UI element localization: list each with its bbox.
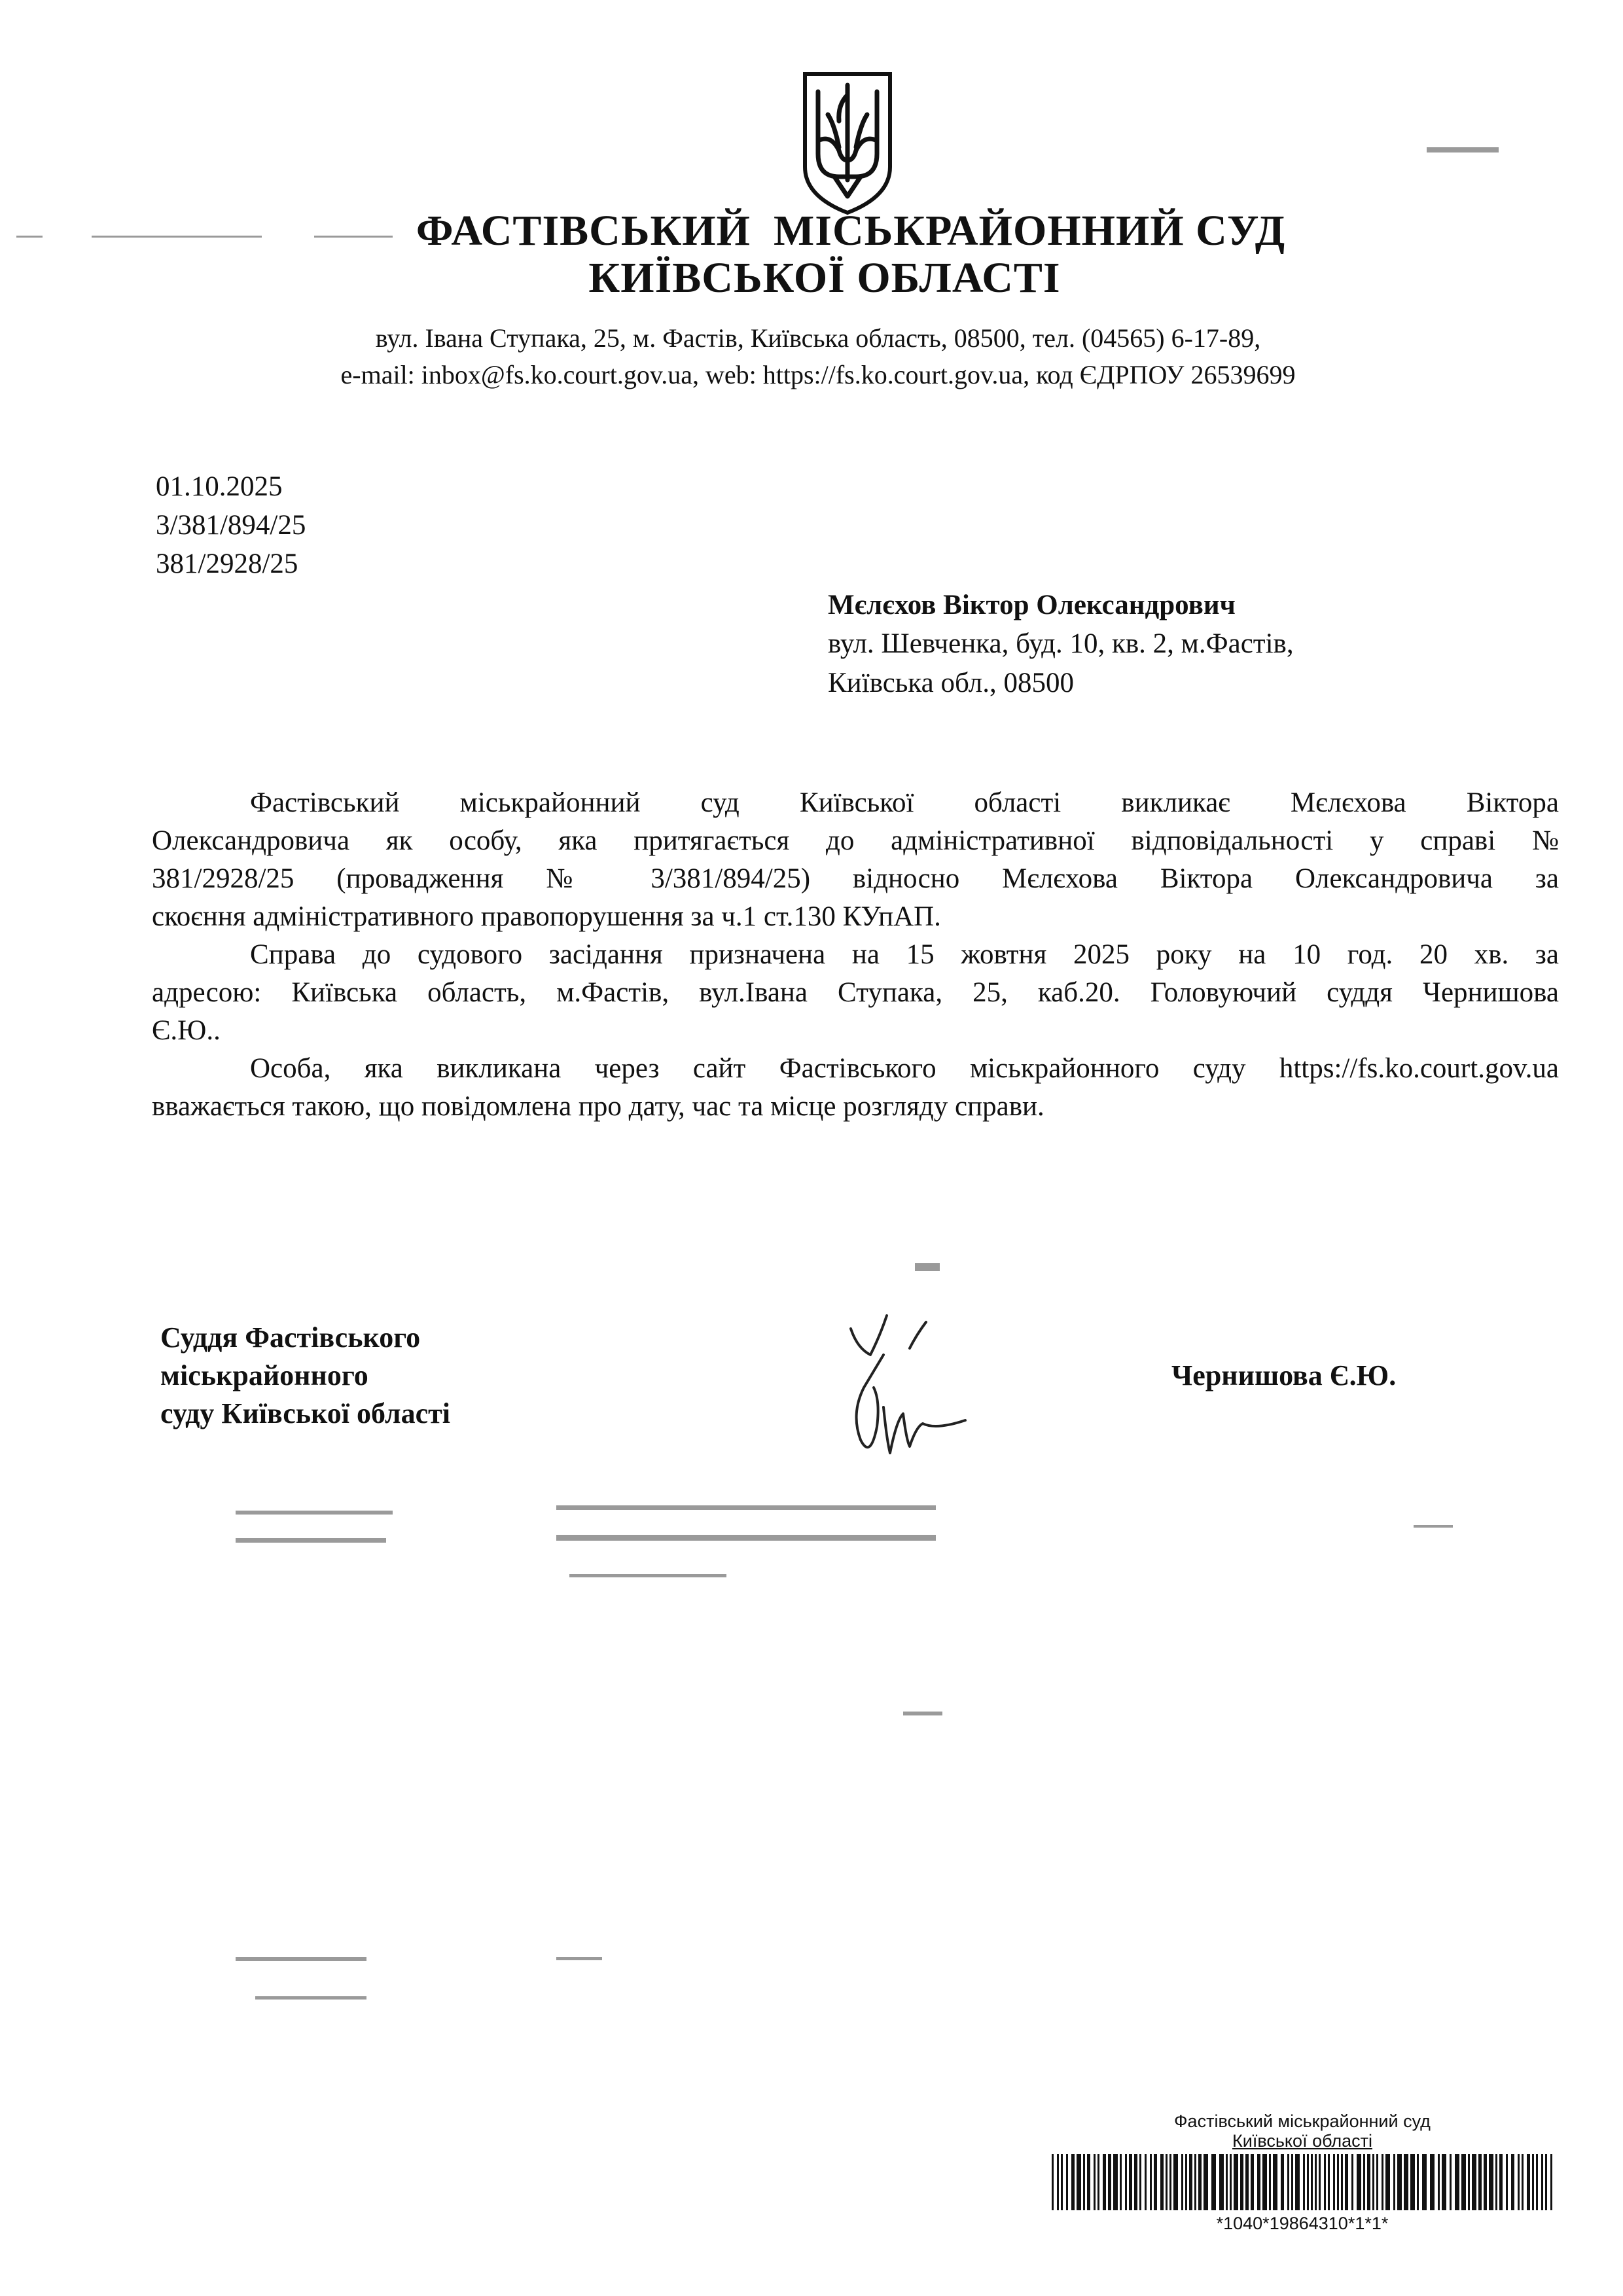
letter-date: 01.10.2025 [156, 471, 283, 502]
barcode-bar [1372, 2154, 1374, 2210]
barcode-bar [1532, 2154, 1534, 2210]
paragraph-line: Особа, яка викликана через сайт Фастівського міськрайонного суду https://fs.ko.court.gov.ua [250, 1053, 1559, 1084]
barcode-bar [1550, 2154, 1552, 2210]
barcode-bar [1333, 2154, 1335, 2210]
paragraph-line: вважається такою, що повідомлена про дату, час та місце розгляду справи. [152, 1091, 1044, 1122]
judge-title-line3: суду Київської області [160, 1397, 450, 1429]
barcode-bar [1134, 2154, 1137, 2210]
barcode-bar [1385, 2154, 1390, 2210]
scan-noise [314, 236, 393, 238]
case-number: 381/2928/25 [156, 548, 298, 579]
scan-noise [556, 1505, 936, 1510]
barcode [1050, 2154, 1554, 2210]
trident-coat-of-arms-icon [798, 69, 897, 216]
proceeding-number: 3/381/894/25 [156, 510, 306, 541]
barcode-bar [1083, 2154, 1085, 2210]
barcode-bar [1103, 2154, 1106, 2210]
barcode-bar [1468, 2154, 1470, 2210]
barcode-bar [1291, 2154, 1293, 2210]
barcode-bar [1472, 2154, 1476, 2210]
barcode-bar [1518, 2154, 1520, 2210]
barcode-bar [1404, 2154, 1408, 2210]
barcode-bar [1273, 2154, 1277, 2210]
barcode-bar [1166, 2154, 1168, 2210]
barcode-bar [1120, 2154, 1122, 2210]
barcode-bar [1154, 2154, 1157, 2210]
barcode-bar [1052, 2154, 1054, 2210]
barcode-bar [1234, 2154, 1238, 2210]
scan-noise [903, 1712, 942, 1715]
barcode-bar [1422, 2154, 1427, 2210]
barcode-bar [1113, 2154, 1118, 2210]
paragraph-line: адресою: Київська область, м.Фастів, вул.Івана Ступака, 25, каб.20. Головуючий суддя Чернишова [152, 977, 1559, 1008]
hearing-paragraph [152, 936, 1559, 1050]
barcode-bar [1410, 2154, 1415, 2210]
barcode-bar [1169, 2154, 1171, 2210]
barcode-bar [1351, 2154, 1353, 2210]
barcode-bar [1382, 2154, 1383, 2210]
barcode-bar [1393, 2154, 1395, 2210]
barcode-bar [1211, 2154, 1216, 2210]
barcode-bar [1307, 2154, 1309, 2210]
barcode-number: *1040*19864310*1*1* [1216, 2214, 1389, 2233]
judge-name: Чернишова Є.Ю. [1171, 1359, 1397, 1391]
addressee-region: Київська обл., 08500 [828, 668, 1074, 698]
barcode-bar [1363, 2154, 1365, 2210]
barcode-bar [1150, 2154, 1152, 2210]
notification-paragraph [152, 1050, 1559, 1126]
barcode-bar [1319, 2154, 1321, 2210]
barcode-bar [1450, 2154, 1452, 2210]
barcode-bar [1145, 2154, 1147, 2210]
barcode-bar [1311, 2154, 1313, 2210]
handwritten-signature [812, 1309, 1008, 1479]
barcode-bar [1527, 2154, 1530, 2210]
barcode-bar [1545, 2154, 1547, 2210]
addressee-street: вул. Шевченка, буд. 10, кв. 2, м.Фастів, [828, 628, 1294, 659]
barcode-bar [1108, 2154, 1111, 2210]
barcode-bar [1287, 2154, 1289, 2210]
barcode-bar [1097, 2154, 1099, 2210]
barcode-bar [1077, 2154, 1081, 2210]
barcode-bar [1522, 2154, 1524, 2210]
judge-title-line2: міськрайонного [160, 1359, 368, 1391]
barcode-bar [1357, 2154, 1361, 2210]
addressee-name: Мєлєхов Віктор Олександрович [828, 590, 1236, 620]
barcode-bar [1295, 2154, 1300, 2210]
summons-paragraph [152, 784, 1559, 936]
barcode-bar [1262, 2154, 1267, 2210]
barcode-bar [1328, 2154, 1330, 2210]
barcode-bar [1303, 2154, 1305, 2210]
barcode-bar [1541, 2154, 1543, 2210]
barcode-bar [1461, 2154, 1466, 2210]
barcode-bar [1071, 2154, 1075, 2210]
barcode-bar [1139, 2154, 1141, 2210]
barcode-bar [1337, 2154, 1339, 2210]
scan-noise [556, 1957, 602, 1960]
barcode-bar [1397, 2154, 1402, 2210]
barcode-bar [1345, 2154, 1348, 2210]
barcode-bar [1185, 2154, 1187, 2210]
barcode-bar [1417, 2154, 1419, 2210]
barcode-bar [1511, 2154, 1514, 2210]
barcode-bar [1125, 2154, 1127, 2210]
barcode-bar [1245, 2154, 1249, 2210]
barcode-bar [1430, 2154, 1435, 2210]
stamp-court-name: Фастівський міськрайонний суд [1174, 2111, 1431, 2131]
barcode-bar [1281, 2154, 1284, 2210]
barcode-bar [1204, 2154, 1208, 2210]
scan-noise [556, 1535, 936, 1541]
scan-noise [92, 236, 262, 238]
barcode-bar [1315, 2154, 1317, 2210]
barcode-bar [1129, 2154, 1132, 2210]
barcode-bar [1269, 2154, 1271, 2210]
paragraph-line: 381/2928/25 (провадження № 3/381/894/25) відносно Мєлєхова Віктора Олександровича за [152, 863, 1559, 894]
scan-noise [236, 1511, 393, 1515]
barcode-bar [1198, 2154, 1202, 2210]
scan-noise [255, 1996, 366, 2000]
court-name-line1: ФАСТІВСЬКИЙ МІСЬКРАЙОННИЙ СУД [416, 207, 1286, 255]
barcode-bar [1324, 2154, 1326, 2210]
judge-title-line1: Суддя Фастівського [160, 1321, 421, 1354]
barcode-bar [1230, 2154, 1232, 2210]
scan-noise [1427, 147, 1499, 152]
stamp-court-region: Київської області [1232, 2131, 1372, 2151]
barcode-bar [1181, 2154, 1183, 2210]
barcode-bar [1066, 2154, 1068, 2210]
barcode-bar [1061, 2154, 1063, 2210]
barcode-bar [1376, 2154, 1378, 2210]
barcode-bar [1194, 2154, 1196, 2210]
barcode-bar [1057, 2154, 1059, 2210]
barcode-bar [1251, 2154, 1254, 2210]
barcode-bar [1478, 2154, 1482, 2210]
paragraph-line: скоєння адміністративного правопорушення за ч.1 ст.130 КУпАП. [152, 901, 941, 932]
barcode-bar [1094, 2154, 1096, 2210]
barcode-bar [1495, 2154, 1497, 2210]
court-address: вул. Івана Ступака, 25, м. Фастів, Київська область, 08500, тел. (04565) 6-17-89, [375, 323, 1261, 353]
court-name-line2: КИЇВСЬКОЇ ОБЛАСТІ [588, 254, 1061, 302]
barcode-bar [1499, 2154, 1503, 2210]
barcode-bar [1087, 2154, 1090, 2210]
court-contacts: e-mail: inbox@fs.ko.court.gov.ua, web: https://fs.ko.court.gov.ua, код ЄДРПОУ 26539699 [340, 360, 1296, 389]
barcode-bar [1506, 2154, 1508, 2210]
paragraph-line: Фастівський міськрайонний суд Київської області викликає Мєлєхова Віктора [250, 787, 1559, 818]
barcode-bar [1160, 2154, 1164, 2210]
scan-noise [236, 1538, 386, 1543]
barcode-bar [1367, 2154, 1370, 2210]
barcode-bar [1489, 2154, 1493, 2210]
scan-noise [1414, 1525, 1453, 1528]
barcode-bar [1341, 2154, 1343, 2210]
barcode-bar [1484, 2154, 1487, 2210]
scan-noise [569, 1574, 726, 1577]
paragraph-line: Є.Ю.. [152, 1015, 221, 1046]
barcode-bar [1226, 2154, 1228, 2210]
scan-noise [236, 1957, 366, 1961]
paragraph-line: Олександровича як особу, яка притягається до адміністративної відповідальності у справі № [152, 825, 1559, 856]
barcode-bar [1173, 2154, 1178, 2210]
barcode-bar [1257, 2154, 1260, 2210]
barcode-bar [1189, 2154, 1192, 2210]
scan-noise [915, 1263, 940, 1271]
barcode-bar [1240, 2154, 1243, 2210]
barcode-bar [1455, 2154, 1459, 2210]
scan-noise [16, 236, 43, 238]
barcode-bar [1219, 2154, 1224, 2210]
barcode-bar [1536, 2154, 1538, 2210]
barcode-bar [1442, 2154, 1446, 2210]
barcode-bar [1438, 2154, 1440, 2210]
paragraph-line: Справа до судового засідання призначена на 15 жовтня 2025 року на 10 год. 20 хв. за [250, 939, 1559, 970]
